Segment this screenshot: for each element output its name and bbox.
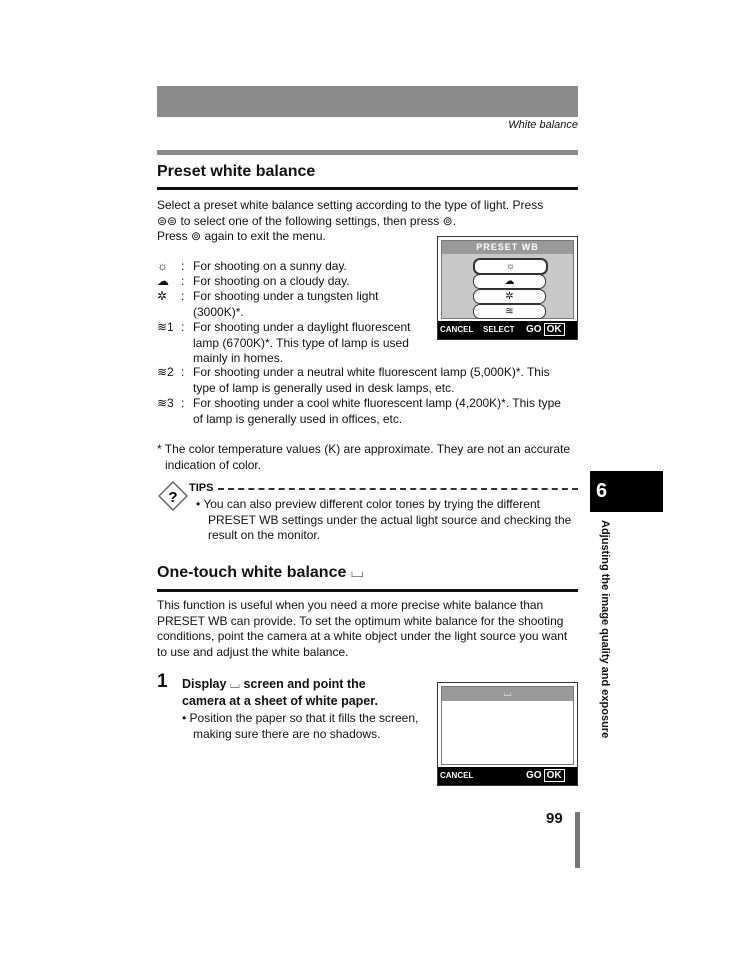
page-bar <box>575 812 580 868</box>
lcd-screen <box>441 240 574 319</box>
tungsten-icon: ✲ <box>473 289 546 304</box>
chapter-number: 6 <box>596 480 608 502</box>
fluorescent-icon: ≋ <box>473 304 546 319</box>
heading-rule <box>157 187 578 190</box>
ok-button-icon: ⊚ <box>191 229 202 243</box>
lcd-go: GO OK <box>526 769 565 782</box>
page-number: 99 <box>546 810 563 827</box>
one-touch-wb-icon: ⌴ <box>350 564 364 581</box>
header-bar <box>157 86 578 117</box>
arrow-buttons-icon: ⊜⊜ <box>157 213 178 228</box>
sun-icon: ☼ <box>473 258 548 275</box>
one-touch-wb-icon: ⌴ <box>442 687 573 701</box>
chapter-title: Adjusting the image quality and exposure <box>599 520 611 739</box>
onetouch-heading: One-touch white balance ⌴ <box>157 564 364 581</box>
lcd-onetouch <box>437 682 578 786</box>
step-bullet: • Position the paper so that it fills the screen, making sure there are no shadows. <box>182 711 419 741</box>
tungsten-icon: ✲ <box>157 289 168 303</box>
heading-rule <box>157 589 578 592</box>
chapter-tab <box>590 471 663 512</box>
lcd-cancel: CANCEL <box>440 771 474 780</box>
wb-item-fluorescent3: ≋3 : For shooting under a cool white fluorescent lamp (4,200K)*. This type of lamp is generally used in offices, etc. <box>157 396 561 426</box>
step-instruction: Display ⌴ screen and point the camera at a sheet of white paper. <box>182 677 378 708</box>
tips-divider <box>218 488 578 490</box>
ok-button-icon: ⊚ <box>442 213 453 228</box>
cloud-icon: ☁ <box>157 274 169 288</box>
intro-line-1: Select a preset white balance setting according to the type of light. Press <box>157 198 544 212</box>
fluorescent2-icon: ≋2 <box>157 365 174 379</box>
preset-heading: Preset white balance <box>157 163 316 180</box>
tips-label: TIPS <box>189 482 214 494</box>
lcd-screen <box>441 686 574 765</box>
tips-bullet: • You can also preview different color tones by trying the different PRESET WB settings under the actual light source and checking the result on the monitor. <box>196 497 572 542</box>
lcd-controls <box>438 767 577 785</box>
footnote: * The color temperature values (K) are approximate. They are not an accurate indication of color. <box>157 442 571 472</box>
wb-item-fluorescent2: ≋2 : For shooting under a neutral white fluorescent lamp (5,000K)*. This type of lamp is generally used in desk lamps, etc. <box>157 365 550 395</box>
wb-item-tungsten: ✲ : For shooting under a tungsten light (3000K)*. <box>157 289 379 319</box>
section-bar <box>157 150 578 155</box>
lcd-cancel: CANCEL <box>440 325 474 334</box>
sun-icon: ☼ <box>157 259 168 273</box>
fluorescent3-icon: ≋3 <box>157 396 174 410</box>
intro-line-3: Press ⊚ again to exit the menu. <box>157 229 326 243</box>
lcd-title: PRESET WB <box>442 241 573 254</box>
one-touch-wb-icon: ⌴ <box>229 677 240 691</box>
intro-line-2: ⊜⊜ to select one of the following settings, then press ⊚. <box>157 213 457 228</box>
lcd-controls <box>438 321 577 339</box>
wb-item-fluorescent1: ≋1 : For shooting under a daylight fluorescent lamp (6700K)*. This type of lamp is used mainly in homes. <box>157 320 411 365</box>
lcd-go: GO OK <box>526 323 565 336</box>
onetouch-paragraph: This function is useful when you need a more precise white balance than PRESET WB can provide. To set the optimum white balance for the shooting conditions, point the camera at a white object under the light source you want to use and adjust the white balance. <box>157 598 568 659</box>
cloud-icon: ☁ <box>473 274 546 289</box>
step-number: 1 <box>157 671 168 692</box>
running-head: White balance <box>508 119 578 131</box>
fluorescent1-icon: ≋1 <box>157 320 174 334</box>
lcd-preset-wb <box>437 236 578 340</box>
lcd-select: SELECT <box>483 325 515 334</box>
svg-text:?: ? <box>168 489 178 506</box>
tips-icon <box>158 481 188 511</box>
